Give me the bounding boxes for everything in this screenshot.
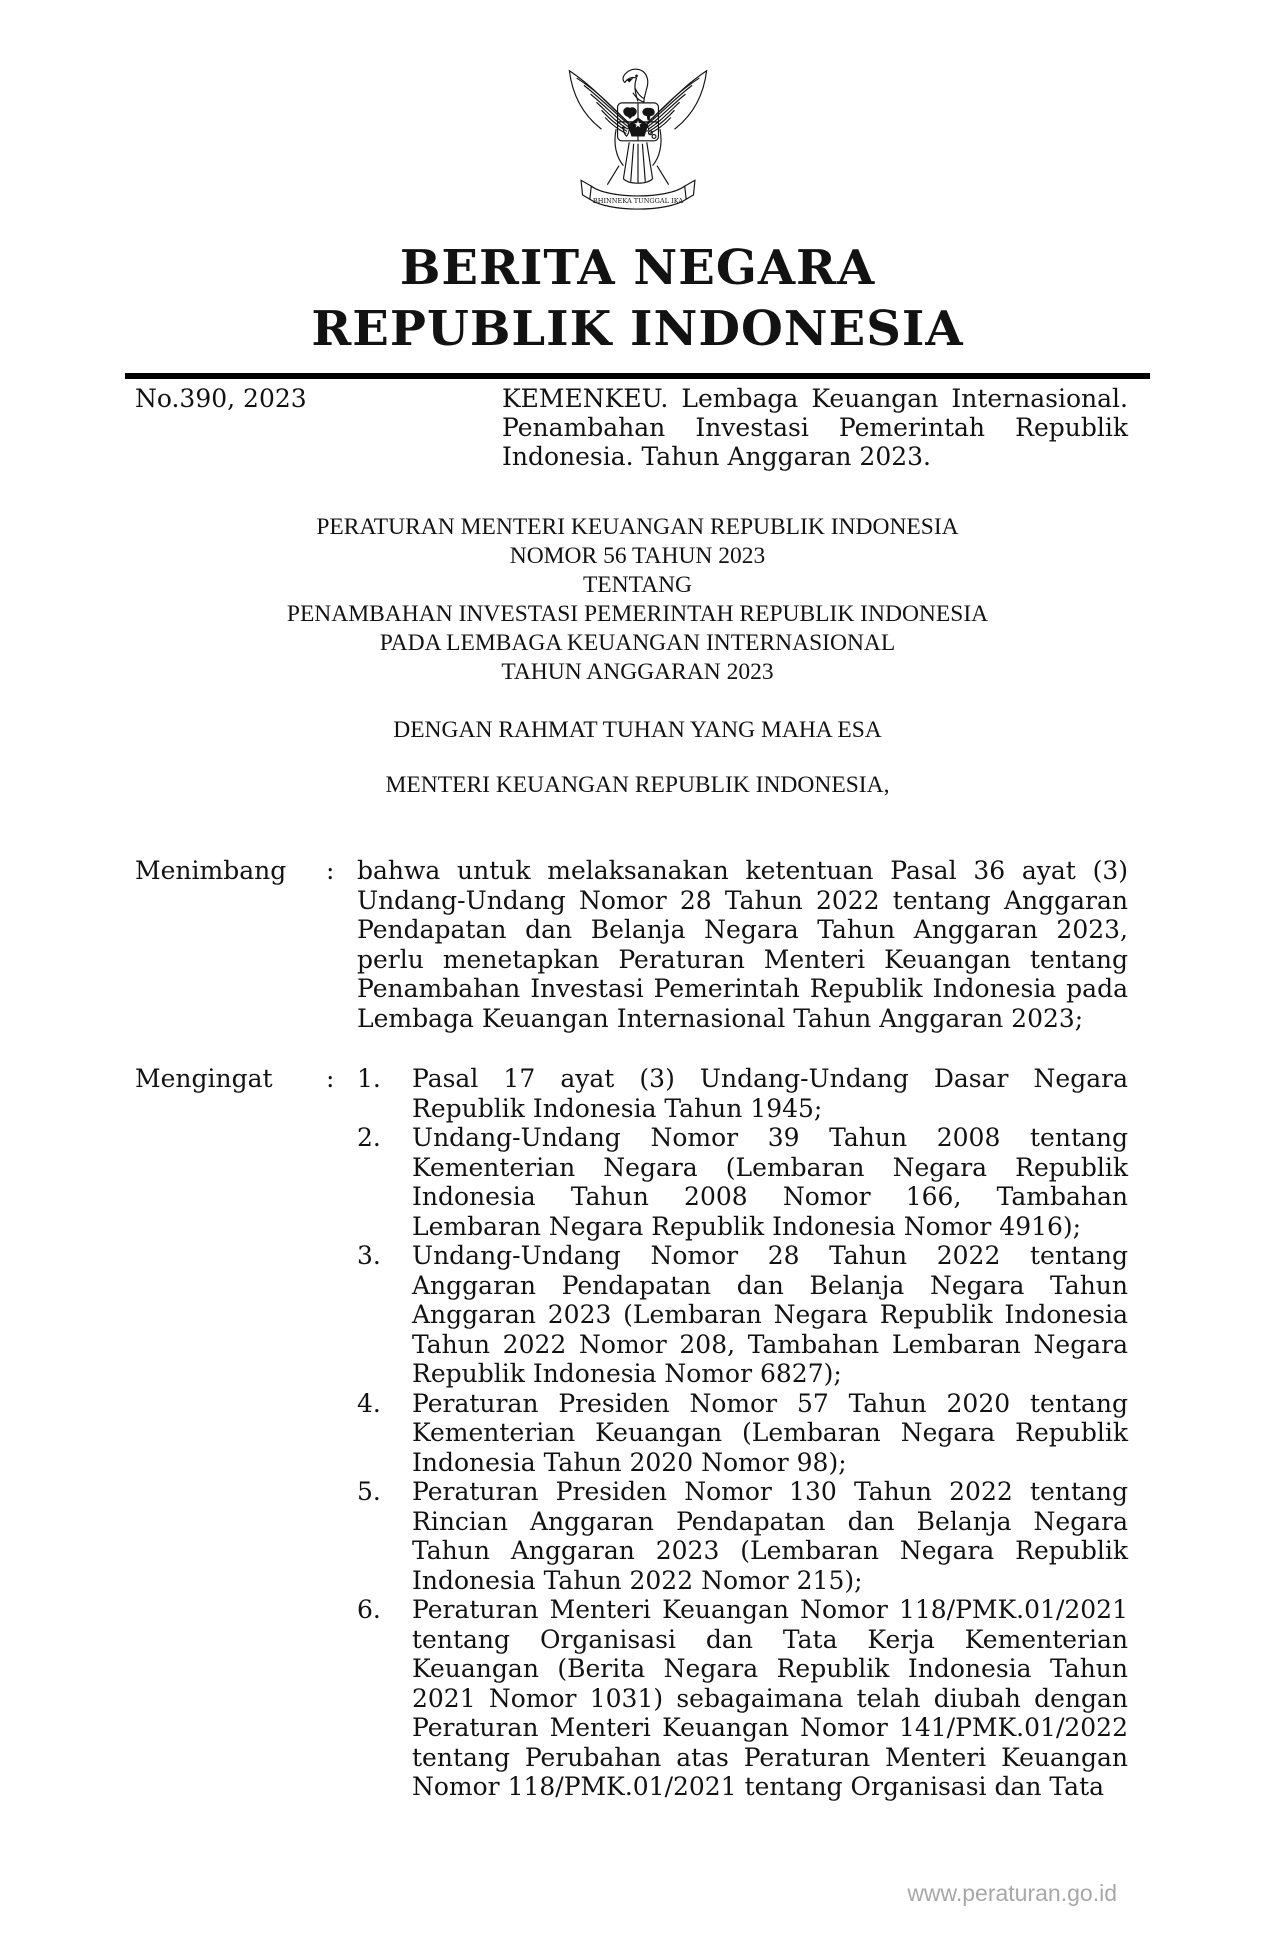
legal-basis-item — [357, 1477, 1128, 1595]
regulation-title-line: TAHUN ANGGARAN 2023 — [501, 659, 774, 685]
regulation-title-line: PADA LEMBAGA KEUANGAN INTERNASIONAL — [379, 630, 896, 656]
mengingat-label: Mengingat — [135, 1064, 273, 1093]
footer-website-url: www.peraturan.go.id — [907, 1880, 1117, 1906]
issuing-official-line: MENTERI KEUANGAN REPUBLIK INDONESIA, — [385, 772, 890, 798]
item-text: Peraturan Presiden Nomor 57 Tahun 2020 tentang Kementerian Keuangan (Lembaran Negara Republik Indonesia Tahun 2020 Nomor 98); — [412, 1388, 1128, 1477]
regulation-title-line: PENAMBAHAN INVESTASI PEMERINTAH REPUBLIK INDONESIA — [286, 601, 989, 627]
legal-basis-item — [357, 1241, 1128, 1389]
legal-basis-item — [357, 1064, 1128, 1123]
regulation-title-line: PERATURAN MENTERI KEUANGAN REPUBLIK INDONESIA — [316, 514, 959, 540]
regulation-title-block — [0, 513, 1275, 800]
masthead-rule — [125, 373, 1150, 379]
garuda-pancasila-emblem — [565, 56, 711, 214]
issue-header — [135, 384, 1128, 471]
item-number: 1. — [357, 1064, 381, 1093]
mengingat-colon: : — [326, 1064, 335, 1093]
item-text: Peraturan Menteri Keuangan Nomor 118/PMK.01/2021 tentang Organisasi dan Tata Kerja Kementerian Keuangan (Berita Negara Republik Indonesia Tahun 2021 Nomor 1031) sebagaimana telah diubah dengan Peraturan Menteri Keuangan Nomor 141/PMK.01/2022 tentang Perubahan atas Peraturan Menteri Keuangan Nomor 118/PMK.01/2021 tentang Organisasi dan Tata — [412, 1595, 1128, 1801]
legal-basis-item — [357, 1123, 1128, 1241]
menimbang-section — [135, 856, 1128, 1033]
mengingat-list — [357, 1064, 1128, 1802]
item-text: Pasal 17 ayat (3) Undang-Undang Dasar Negara Republik Indonesia Tahun 1945; — [412, 1064, 1128, 1123]
legal-basis-item — [357, 1595, 1128, 1802]
invocation-line: DENGAN RAHMAT TUHAN YANG MAHA ESA — [393, 717, 882, 743]
issue-subject: KEMENKEU. Lembaga Keuangan Internasional. Penambahan Investasi Pemerintah Republik Indonesia. Tahun Anggaran 2023. — [502, 384, 1128, 471]
item-text: Undang-Undang Nomor 39 Tahun 2008 tentang Kementerian Negara (Lembaran Negara Republik Indonesia Tahun 2008 Nomor 166, Tambahan Lembaran Negara Republik Indonesia Nomor 4916); — [412, 1123, 1128, 1241]
emblem-container — [0, 0, 1275, 218]
menimbang-text: bahwa untuk melaksanakan ketentuan Pasal 36 ayat (3) Undang-Undang Nomor 28 Tahun 2022 tentang Anggaran Pendapatan dan Belanja Negara Tahun Anggaran 2023, perlu menetapkan Peraturan Menteri Keuangan tentang Penambahan Investasi Pemerintah Republik Indonesia pada Lembaga Keuangan Internasional Tahun Anggaran 2023; — [357, 856, 1128, 1033]
item-text: Peraturan Presiden Nomor 130 Tahun 2022 tentang Rincian Anggaran Pendapatan dan Belanja Negara Tahun Anggaran 2023 (Lembaran Negara Republik Indonesia Tahun 2022 Nomor 215); — [412, 1477, 1128, 1595]
item-number: 2. — [357, 1123, 381, 1152]
masthead-title — [0, 238, 1275, 360]
regulation-title-line: TENTANG — [582, 572, 693, 598]
item-text: Undang-Undang Nomor 28 Tahun 2022 tentang Anggaran Pendapatan dan Belanja Negara Tahun Anggaran 2023 (Lembaran Negara Republik Indonesia Tahun 2022 Nomor 208, Tambahan Lembaran Negara Republik Indonesia Nomor 6827); — [412, 1241, 1128, 1388]
masthead-title-line2: REPUBLIK INDONESIA — [311, 301, 964, 357]
item-number: 4. — [357, 1388, 381, 1418]
menimbang-colon: : — [326, 856, 335, 885]
menimbang-label: Menimbang — [135, 856, 287, 885]
mengingat-section — [135, 1064, 1128, 1802]
item-number: 5. — [357, 1477, 381, 1506]
legal-basis-item — [357, 1389, 1128, 1478]
issue-number: No.390, 2023 — [135, 384, 307, 413]
preamble — [135, 856, 1128, 1802]
masthead-title-line1: BERITA NEGARA — [399, 240, 876, 296]
regulation-title-line: NOMOR 56 TAHUN 2023 — [509, 543, 766, 569]
emblem-motto-text: BHINNEKA TUNGGAL IKA — [592, 196, 683, 205]
item-number: 6. — [357, 1595, 381, 1624]
item-number: 3. — [357, 1241, 381, 1270]
